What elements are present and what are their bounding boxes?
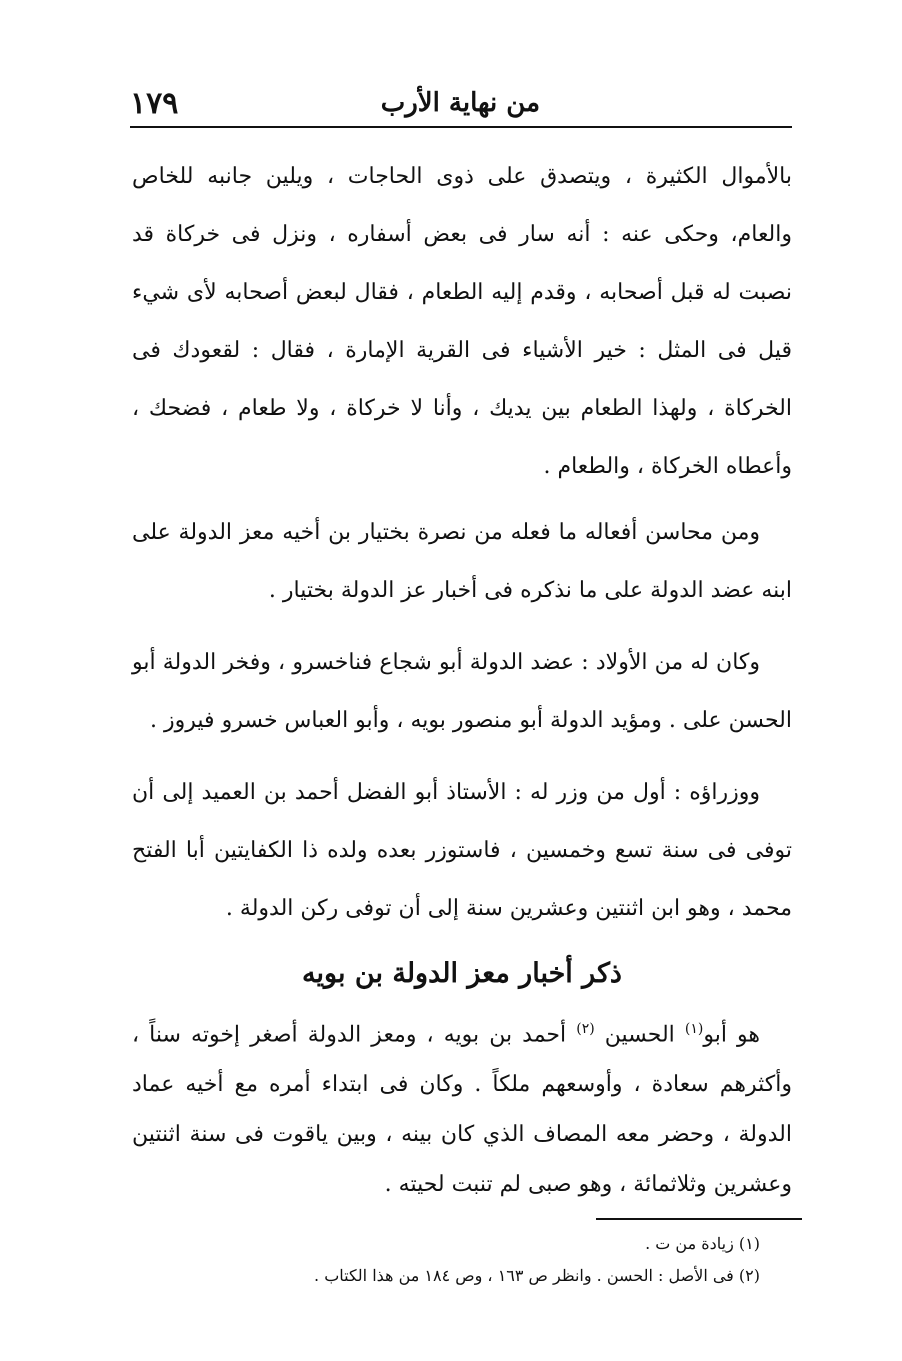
paragraph bbox=[132, 1004, 792, 1210]
running-head: من نهاية الأرب bbox=[380, 88, 540, 118]
footnote: (٢) فى الأصل : الحسن . وانظر ص ١٦٣ ، وص ١٨٤ من هذا الكتاب . bbox=[314, 1266, 760, 1285]
section-heading: ذكر أخبار معز الدولة بن بويه bbox=[302, 958, 622, 989]
section-text-part: أحمد بن بويه ، ومعز الدولة أصغر إخوته سناً ، وأكثرهم سعادة ، وأوسعهم ملكاً . وكان فى ابتداء أمره مع أخيه عماد الدولة ، وحضر معه المصاف الذي كان بينه ، وبين ياقوت فى سنة اثنتين وعشرين وثلاثمائة ، وهو صبى لم تنبت لحيته . bbox=[132, 1022, 792, 1198]
paragraph: ووزراؤه : أول من وزر له : الأستاذ أبو الفضل أحمد بن العميد إلى أن توفى فى سنة تسع وخمسين ، فاستوزر بعده ولده ذا الكفايتين أبا الفتح محمد ، وهو ابن اثنتين وعشرين سنة إلى أن توفى ركن الدولة . bbox=[132, 780, 792, 921]
footnote: (١) زيادة من ت . bbox=[645, 1234, 760, 1253]
footnote-ref: (١) bbox=[684, 1021, 704, 1037]
header-rule bbox=[130, 126, 792, 128]
section-text bbox=[132, 1004, 792, 1210]
main-text bbox=[132, 148, 792, 952]
footnotes bbox=[140, 1228, 760, 1292]
paragraph: ومن محاسن أفعاله ما فعله من نصرة بختيار بن أخيه معز الدولة على ابنه عضد الدولة على ما نذكره فى أخبار عز الدولة بختيار . bbox=[132, 520, 792, 603]
page-number: ١٧٩ bbox=[130, 86, 179, 121]
section-text-part: هو أبو bbox=[703, 1022, 761, 1048]
page-header bbox=[130, 82, 790, 126]
footnote-rule bbox=[596, 1218, 802, 1220]
paragraph: بالأموال الكثيرة ، ويتصدق على ذوى الحاجات ، ويلين جانبه للخاص والعام، وحكى عنه : أنه سار فى بعض أسفاره ، ونزل فى خركاة قد نصبت له قبل أصحابه ، وقدم إليه الطعام ، فقال لبعض أصحابه لأى شيء قيل فى المثل : خير الأشياء فى القرية الإمارة ، فقال : لقعودك فى الخركاة ، ولهذا الطعام بين يديك ، وأنا لا خركاة ، ولا طعام ، فضحك ، وأعطاه الخركاة ، والطعام . bbox=[132, 164, 792, 479]
footnote-ref: (٢) bbox=[576, 1021, 595, 1037]
paragraph: وكان له من الأولاد : عضد الدولة أبو شجاع فناخسرو ، وفخر الدولة أبو الحسن على . ومؤيد الدولة أبو منصور بويه ، وأبو العباس خسرو فيروز . bbox=[132, 650, 792, 733]
section-text-part: الحسين bbox=[594, 1022, 685, 1048]
